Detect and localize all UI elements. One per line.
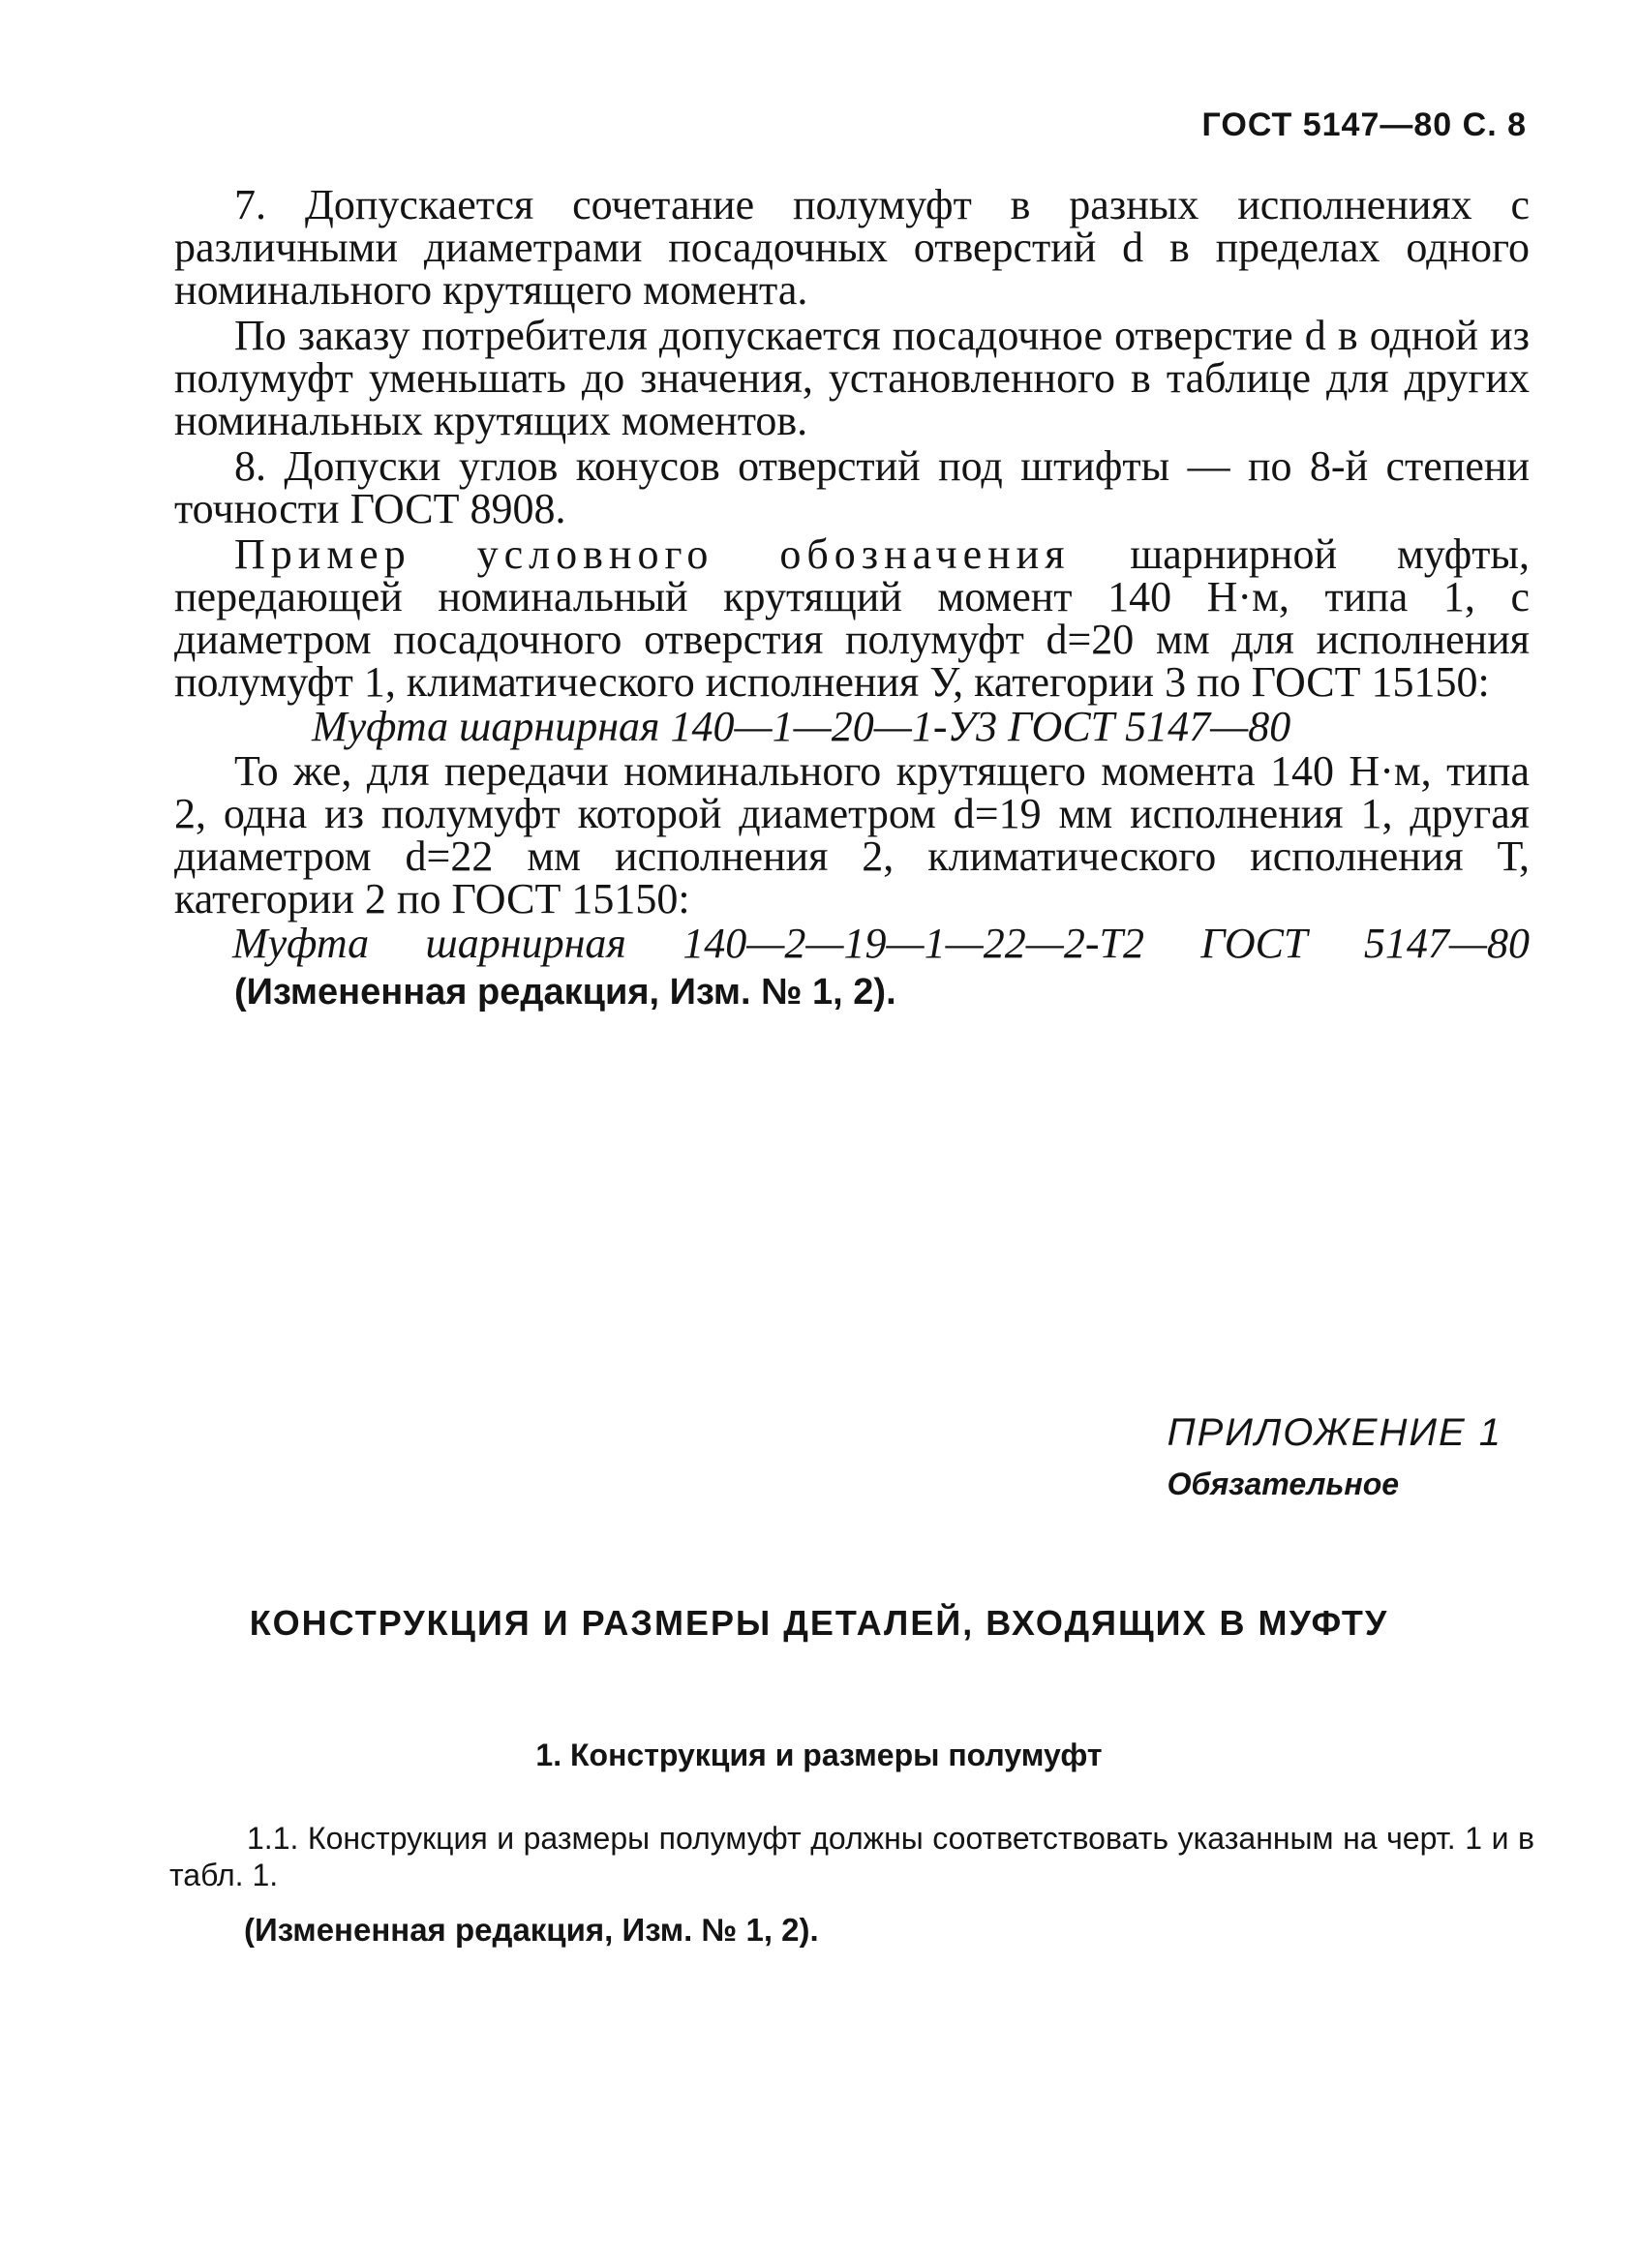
same-paragraph: То же, для передачи номинального крутящего момента 140 Н·м, типа 2, одна из полумуфт которой диаметром d=19 мм исполнения 1, другая диаметром d=22 мм исполнения 2, климатического исполнения Т, категории 2 по ГОСТ 15150:: [174, 747, 1530, 922]
clause-revision-note: (Измененная редакция, Изм. № 1, 2).: [244, 1912, 819, 1948]
page-header: ГОСТ 5147—80 С. 8: [1201, 106, 1527, 143]
main-text: [174, 181, 1530, 1013]
designation-example-2: Муфта шарнирная 140—2—19—1—22—2-Т2 ГОСТ 5147—80: [232, 920, 1530, 967]
appendix-subtitle: Обязательное: [1167, 1467, 1400, 1501]
appendix-title: ПРИЛОЖЕНИЕ 1: [1167, 1411, 1502, 1454]
paragraph-7-order: По заказу потребителя допускается посадочное отверстие d в одной из полумуфт уменьшать до значения, установленного в таблице для других номинальных крутящих моментов.: [174, 312, 1530, 444]
clause-text: 1.1. Конструкция и размеры полумуфт должны соответствовать указанным на черт. 1 и в табл. 1.: [169, 1821, 1534, 1892]
designation-example-1: Муфта шарнирная 140—1—20—1-У3 ГОСТ 5147—80: [312, 703, 1291, 750]
paragraph-8: 8. Допуски углов конусов отверстий под штифты — по 8-й степени точности ГОСТ 8908.: [174, 442, 1530, 532]
appendix-label: [1168, 1411, 1502, 1502]
example-rest: шарнирной муфты, передающей номинальный крутящий момент 140 Н·м, типа 1, с диаметром посадочного отверстия полумуфт d=20 мм для исполнения полумуфт 1, климатического исполнения У, категории 3 по ГОСТ 15150:: [174, 530, 1530, 706]
subsection-title: 1. Конструкция и размеры полумуфт: [535, 1738, 1103, 1772]
revision-note: (Измененная редакция, Изм. № 1, 2).: [234, 972, 896, 1013]
section-title: КОНСТРУКЦИЯ И РАЗМЕРЫ ДЕТАЛЕЙ, ВХОДЯЩИХ В МУФТУ: [249, 1603, 1389, 1643]
example-lead: Пример условного обозначения: [234, 530, 1071, 578]
paragraph-7: 7. Допускается сочетание полумуфт в разных исполнениях с различными диаметрами посадочных отверстий d в пределах одного номинального крутящего момента.: [174, 181, 1530, 314]
clause-1-1: [169, 1820, 1534, 1893]
example-paragraph: [174, 530, 1530, 706]
